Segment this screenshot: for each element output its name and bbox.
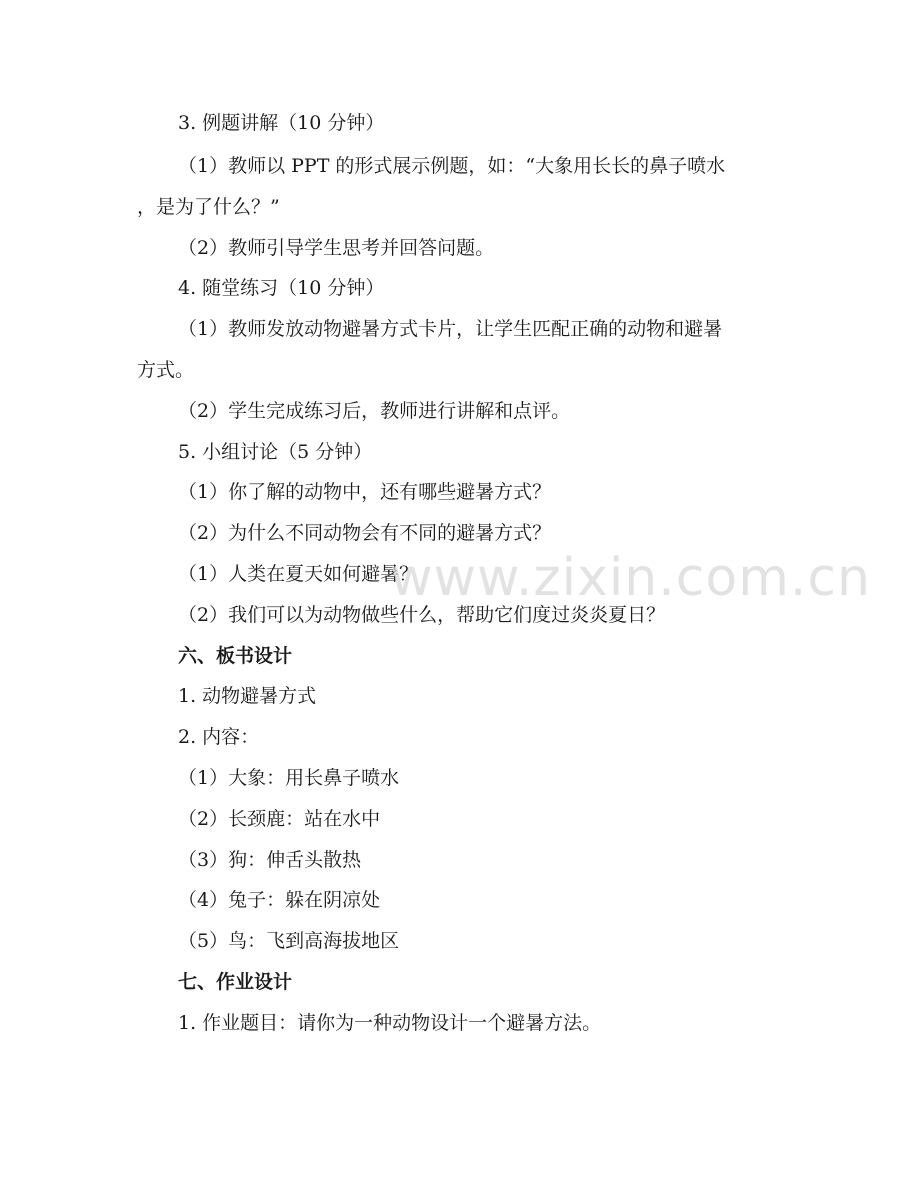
paragraph-line: （2）长颈鹿：站在水中 bbox=[178, 808, 381, 830]
section-item-example: 3. 例题讲解（10 分钟） bbox=[178, 112, 385, 134]
watermark-text: www.zixin.com.cn bbox=[390, 548, 871, 608]
paragraph-line: 2. 内容： bbox=[178, 726, 260, 748]
paragraph-line: （5）鸟：飞到高海拔地区 bbox=[178, 930, 400, 952]
paragraph-line: （1）教师以 PPT 的形式展示例题，如：“大象用长长的鼻子喷水 bbox=[178, 155, 726, 177]
paragraph-line: （2）我们可以为动物做些什么，帮助它们度过炎炎夏日？ bbox=[178, 604, 666, 626]
paragraph-line: （1）教师发放动物避暑方式卡片，让学生匹配正确的动物和避暑 bbox=[178, 318, 723, 340]
paragraph-line: （1）大象：用长鼻子喷水 bbox=[178, 767, 400, 789]
paragraph-line: （1）你了解的动物中，还有哪些避暑方式？ bbox=[178, 481, 552, 503]
section-heading-board-design: 六、板书设计 bbox=[178, 645, 293, 667]
section-item-discussion: 5. 小组讨论（5 分钟） bbox=[178, 441, 373, 463]
paragraph-line: （4）兔子：躲在阴凉处 bbox=[178, 889, 381, 911]
section-heading-homework: 七、作业设计 bbox=[178, 971, 293, 993]
paragraph-line: 1. 动物避暑方式 bbox=[178, 685, 317, 707]
paragraph-line: （2）为什么不同动物会有不同的避暑方式？ bbox=[178, 522, 552, 544]
section-item-practice: 4. 随堂练习（10 分钟） bbox=[178, 277, 385, 299]
paragraph-line: （3）狗：伸舌头散热 bbox=[178, 849, 362, 871]
paragraph-line: 方式。 bbox=[137, 359, 195, 381]
paragraph-line: （1）人类在夏天如何避暑？ bbox=[178, 563, 419, 585]
paragraph-line: ，是为了什么？” bbox=[137, 196, 280, 218]
paragraph-line: （2）学生完成练习后，教师进行讲解和点评。 bbox=[178, 400, 571, 422]
paragraph-line: 1. 作业题目：请你为一种动物设计一个避暑方法。 bbox=[178, 1012, 602, 1034]
paragraph-line: （2）教师引导学生思考并回答问题。 bbox=[178, 237, 495, 259]
